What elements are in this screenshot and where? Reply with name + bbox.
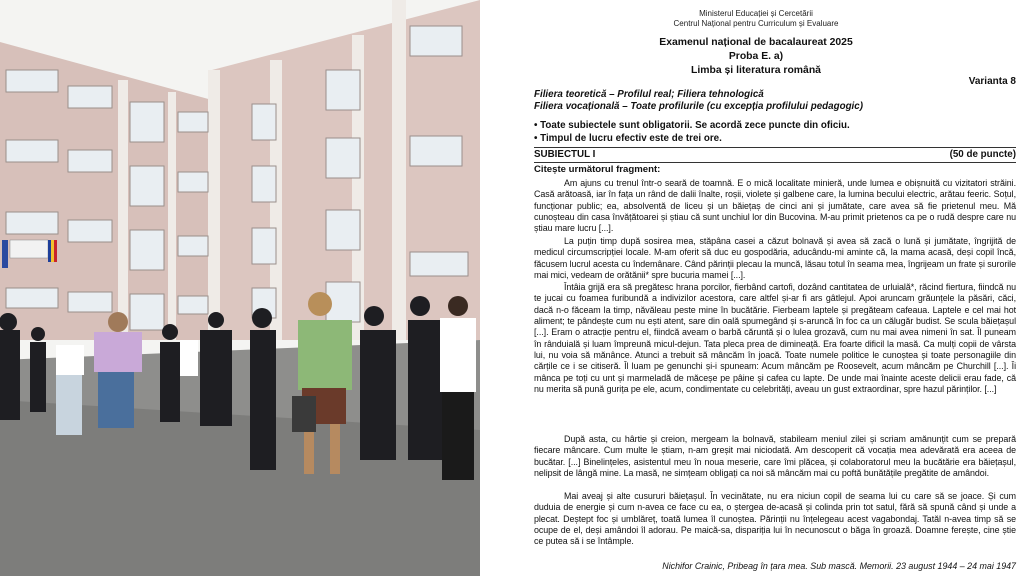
- student-green-shirt: [298, 320, 352, 390]
- photo-scene: [0, 0, 480, 576]
- building-pillar: [392, 0, 406, 340]
- ministry-header: Ministerul Educației și Cercetării: [699, 9, 813, 18]
- building-pillar: [118, 80, 128, 340]
- paragraph-3: Întâia grijă era să pregătesc hrana porcilor, fierbând cartofi, dozând cantitatea de urluială*, răcind fiertura, fiindcă nu te jucai cu foamea furibundă a indivizilor acestora, care altfel și-ar fi ars gâtlejul. Apoi aruncam grăunțele la păsări, căci, dacă n-o făceam la timp, năvăleau peste mine în bucătărie. Fierbeam laptele și pregăteam cafeaua. Laptele e cel mai hot aliment; te pândește cum nu ești atent, sare din oală spumegând și s-aruncă în foc ca un călugăr budist. Se scula băiețașul [...]. Eram o atracție pentru el, fiindcă aveam o barbă căruntă și o lulea grozavă, cum nu mai avea nimeni în sat. Îl puneam în rânduială și luam împreună micul-dejun. Tata pleca prea de dimineață. Era foarte dificil la masă. Ca mulți copii de vârsta lui, nu voia să mănânce. Atunci a trebuit să mâncăm în joacă. Toate numele politice le cunoștea și toate personagiile din cărțile ce i se citiseră. Îl luam pe genunchi și-i spuneam: Acum mâncăm pe Roosevelt, acum mâncăm pe Churchill [...]. Îi mânca pe toți cu unt și marmeladă de măceșe pe pâine și cafea cu lapte. De unde mai înainte aceste delicii erau fade, că nu merita să pună gurița pe ele, acum, condimentate cu celebrități, aveau un gust extraordinar, spre hazul părinților. [...]: [534, 282, 1016, 395]
- school-banner: [10, 240, 48, 258]
- paragraph-1: Am ajuns cu trenul într-o seară de toamnă. E o mică localitate minieră, unde lumea e obișnuită cu vizitatori străini. Casă arătoasă, iar în fața un rând de dalii înalte, roșii, violete și galbene care, la lumina becului electric, arătau feeric. Soțul, funcționar public; ea, absolventă de liceu și un băiețaș de cinci ani și jumătate, care avea să fie prietenul meu. Mă cunoșteau din casa învățătoarei și știau că sunt unchiul lor din Bucovina. M-au primit prietenos ca pe o rudă despre care nu știau mare lucru [...].: [534, 178, 1016, 234]
- filiera-line-2: Filiera vocațională – Toate profilurile (cu excepția profilului pedagogic): [534, 101, 863, 112]
- exam-document: [488, 0, 1024, 576]
- instruction: Citește următorul fragment:: [534, 164, 661, 175]
- section-points: (50 de puncte): [949, 149, 1016, 160]
- divider-bottom: [534, 162, 1016, 163]
- section-title: SUBIECTUL I: [534, 149, 596, 160]
- section-header: [534, 149, 1016, 161]
- exam-title: Examenul național de bacalaureat 2025: [659, 37, 853, 48]
- building-pillar: [208, 70, 220, 340]
- paragraph-4: După asta, cu hârtie și creion, mergeam la bolnavă, stabileam meniul zilei și scriam amănunțit cum se prepară fiecare mâncare. Cum multe le știam, n-am greșit mai niciodată. Am descoperit că vocația mea adevărată era aceea de bucătar. [...] Binelințeles, asistentul meu în noua meserie, care îmi plăcea, și colaboratorul meu la bucătărie era băiețașul, nelipsit de lângă mine. La masă, ne simțeam obligați ca noi să mâncăm mai cu poftă bunătățile pregătite de amândoi.: [534, 434, 1016, 479]
- filiera-line-1: Filiera teoretică – Profilul real; Filiera tehnologică: [534, 89, 764, 100]
- ro-flag-yellow: [51, 240, 54, 262]
- ro-flag-red: [54, 240, 57, 262]
- center-header: Centrul Național pentru Curriculum și Evaluare: [673, 19, 839, 28]
- variant-label: Varianta 8: [968, 76, 1016, 87]
- exam-proba: Proba E. a): [728, 51, 784, 62]
- exam-school-photo: [0, 0, 480, 576]
- divider-top: [534, 147, 1016, 148]
- rule-bullet-1: • Toate subiectele sunt obligatorii. Se acordă zece puncte din oficiu.: [534, 120, 850, 131]
- source-citation: Nichifor Crainic, Pribeag în țara mea. Sub mască. Memorii. 23 august 1944 – 24 mai 1947: [662, 561, 1016, 571]
- eu-flag: [2, 240, 8, 268]
- rule-bullet-2: • Timpul de lucru efectiv este de trei ore.: [534, 133, 722, 144]
- exam-subject: Limba și literatura română: [691, 65, 821, 76]
- backpack: [292, 396, 316, 432]
- paragraph-2: La puțin timp după sosirea mea, stăpâna casei a căzut bolnavă și avea să zacă o lună și jumătate, îngrijită de medicul circumscripției locale. M-am oferit să duc eu gospodăria, aducându-mi aminte că, la mama acasă, deși copil încă, făcusem lucrul acesta cu îndemânare. Când părinții plecau la muncă, lăsau totul în seama mea, îngrijeam un frate și surorile mai mici, vedeam de orătănii* spre bucuria mamei [...].: [534, 236, 1016, 281]
- paragraph-5: Mai aveaj și alte cusururi băiețașul. În vecinătate, nu era niciun copil de seama lui cu care să se joace. Și cum duduia de energie și cum n-avea ce face cu ea, o ștergea de-acasă și colinda prin tot satul, fără să spună când și unde a plecat. Deștept foc și umblăreț, toată lumea îl cunoștea. Părinții nu înțelegeau acest vagabondaj. Tatăl n-avea timp să se ocupe de el, deși amândoi îl adorau. Pe maică-sa, dispariția lui în necunoscut o băga în groază. Doamne ferește, cine știe ce putea să i se întâmple.: [534, 491, 1016, 547]
- building-pillar: [168, 92, 176, 340]
- ro-flag-blue: [48, 240, 51, 262]
